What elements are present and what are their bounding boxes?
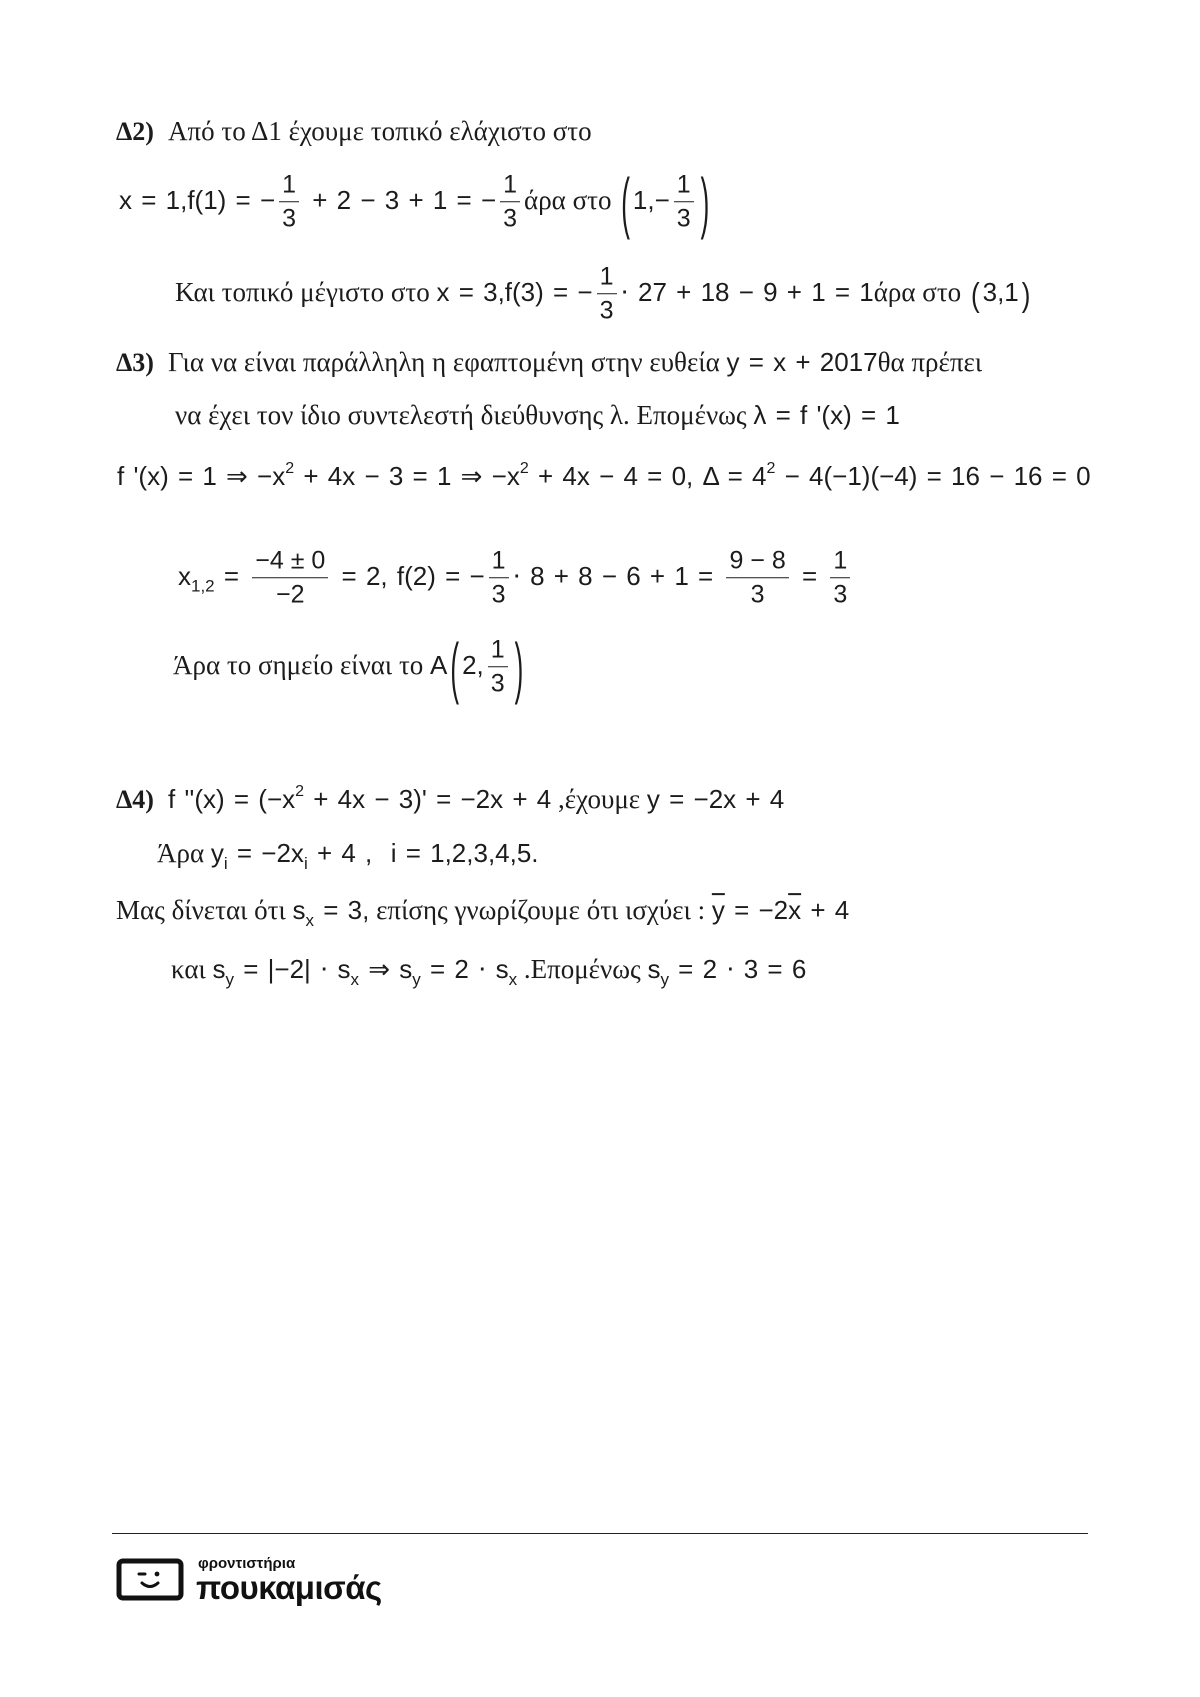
prose-text: και: [171, 954, 213, 985]
fraction-denominator: 3: [599, 296, 614, 325]
math-expression: − 4(−1)(−4) = 16 − 16 = 0: [775, 460, 1091, 491]
section-label: Δ2): [116, 117, 154, 147]
solution-line: [116, 346, 982, 380]
math-expression: y = x + 2017: [726, 347, 878, 378]
solution-line: [116, 115, 592, 149]
math-expression: + 4: [801, 895, 850, 926]
math-expression: 1,−: [632, 184, 670, 215]
fraction-numerator: 1: [500, 169, 520, 202]
fraction-numerator: 1: [279, 169, 299, 202]
overline-variable: $\overline{x}$: [788, 895, 802, 926]
medium-parenthesis: ): [1021, 274, 1031, 314]
superscript: 2: [519, 459, 529, 477]
fraction: [500, 169, 520, 235]
math-expression: = −2x: [227, 838, 304, 869]
solution-line: [116, 783, 784, 817]
solution-line: [116, 894, 849, 928]
math-expression: + 4 , i = 1,2,3,4,5.: [307, 838, 539, 869]
math-expression: A: [430, 649, 448, 680]
subscript: y: [412, 969, 421, 989]
subscript: x: [350, 969, 360, 989]
prose-text: Από το Δ1 έχουμε τοπικό ελάχιστο στο: [167, 116, 592, 147]
math-expression: =: [214, 560, 249, 591]
prose-text: Και τοπικό μέγιστο στο: [175, 276, 437, 307]
math-expression: ⋅ 27 + 18 − 9 + 1 = 1: [620, 276, 874, 307]
fraction-denominator: 3: [750, 580, 765, 609]
prose-text: θα πρέπει: [877, 347, 983, 378]
superscript: 2: [285, 459, 295, 477]
fraction-denominator: 3: [282, 204, 297, 233]
overline-variable: $\overline{y}$: [711, 895, 725, 926]
fraction: [489, 545, 509, 611]
math-expression: x: [178, 560, 191, 591]
fraction: [597, 261, 617, 327]
solution-line: [175, 261, 1033, 327]
math-expression: f '(x) = 1 ⇒ −x: [117, 460, 286, 491]
prose-text: .Επομένως: [517, 954, 648, 985]
math-expression: x = 1,f(1) = −: [119, 184, 276, 215]
superscript: 2: [295, 783, 305, 801]
math-expression: + 4x − 3 = 1 ⇒ −x: [294, 460, 520, 491]
prose-text: άρα στο: [524, 184, 619, 215]
subscript: i: [223, 853, 228, 873]
prose-text: Για να είναι παράλληλη η εφαπτομένη στην ευθεία: [167, 347, 727, 378]
math-expression: y = −2x + 4: [646, 784, 785, 815]
solution-line: [157, 837, 539, 871]
math-expression: s: [212, 954, 226, 985]
prose-text: να έχει τον ίδιο συντελεστή διεύθυνσης λ. Επομένως: [175, 400, 754, 431]
fraction: [279, 169, 299, 235]
superscript: 2: [766, 459, 776, 477]
math-expression: λ = f '(x) = 1: [753, 400, 900, 431]
screen-frame: [119, 1561, 181, 1598]
prose-text: άρα στο: [873, 276, 968, 307]
math-expression: =: [792, 560, 827, 591]
fraction-numerator: 1: [489, 545, 509, 578]
math-expression: f ''(x) = (−x: [167, 784, 296, 815]
math-expression: x = 3,f(3) = −: [436, 276, 593, 307]
brand-name: πουκαμισάς: [196, 1569, 382, 1606]
math-expression: 3,1: [982, 276, 1019, 307]
footer-divider: [112, 1533, 1088, 1534]
large-parenthesis: ): [514, 628, 524, 706]
prose-text: Άρα: [157, 838, 211, 869]
math-expression: ⇒ s: [359, 954, 413, 985]
math-expression: 2,: [462, 649, 484, 680]
smiley-eye-right: [155, 1572, 160, 1577]
fraction-numerator: 1: [597, 261, 617, 294]
fraction-denominator: 3: [833, 580, 848, 609]
section-label: Δ3): [116, 348, 154, 378]
smiley-screen-icon: [116, 1558, 186, 1602]
math-expression: + 4x − 3)' = −2x + 4: [304, 784, 552, 815]
math-expression: + 4x − 4 = 0, Δ = 4: [528, 460, 767, 491]
brand-logo: [116, 1556, 396, 1604]
math-expression: = 2, f(2) = −: [332, 560, 485, 591]
subscript: 1,2: [191, 576, 215, 596]
fraction: [830, 545, 850, 611]
section-label: Δ4): [116, 785, 154, 815]
math-expression: = |−2| ⋅ s: [234, 954, 351, 985]
fraction-numerator: 1: [674, 169, 694, 202]
prose-text: ,έχουμε: [551, 784, 647, 815]
math-expression: s: [292, 895, 306, 926]
fraction: [726, 545, 788, 611]
solution-line: [178, 545, 854, 611]
prose-text: επίσης γνωρίζουμε ότι ισχύει :: [369, 895, 712, 926]
math-expression: s: [647, 954, 661, 985]
math-expression: = 2 ⋅ s: [420, 954, 509, 985]
fraction-denominator: 3: [490, 669, 505, 698]
fraction: [674, 169, 694, 235]
math-expression: y: [210, 838, 224, 869]
solution-line: [117, 460, 1091, 493]
prose-text: Μας δίνεται ότι: [116, 895, 293, 926]
solution-line: [175, 399, 900, 433]
large-parenthesis: (: [450, 628, 460, 706]
math-expression: = −2: [724, 895, 789, 926]
math-expression: = 2 ⋅ 3 = 6: [668, 954, 807, 985]
subscript: y: [225, 969, 235, 989]
fraction-denominator: 3: [491, 580, 506, 609]
large-parenthesis: ): [700, 163, 710, 241]
fraction-denominator: 3: [676, 204, 691, 233]
math-expression: ⋅ 8 + 8 − 6 + 1 =: [512, 560, 723, 591]
fraction-denominator: 3: [503, 204, 518, 233]
subscript: i: [303, 853, 308, 873]
medium-parenthesis: (: [970, 274, 980, 314]
fraction-numerator: 1: [830, 545, 850, 578]
subscript: x: [305, 910, 315, 930]
solution-line: [171, 953, 806, 987]
fraction-denominator: −2: [276, 580, 305, 609]
solution-line: [119, 163, 712, 241]
fraction-numerator: −4 ± 0: [252, 545, 328, 578]
fraction: [252, 545, 328, 611]
fraction: [488, 634, 508, 700]
fraction-numerator: 1: [488, 634, 508, 667]
math-expression: = 3,: [314, 895, 370, 926]
solution-line: [173, 628, 526, 706]
prose-text: Άρα το σημείο είναι το: [173, 649, 431, 680]
subscript: y: [660, 969, 669, 989]
subscript: x: [508, 969, 518, 989]
brand-tagline: φροντιστήρια: [198, 1555, 296, 1572]
large-parenthesis: (: [621, 163, 630, 241]
fraction-numerator: 9 − 8: [726, 545, 788, 578]
smiley-mouth: [142, 1583, 158, 1587]
math-expression: + 2 − 3 + 1 = −: [303, 184, 497, 215]
